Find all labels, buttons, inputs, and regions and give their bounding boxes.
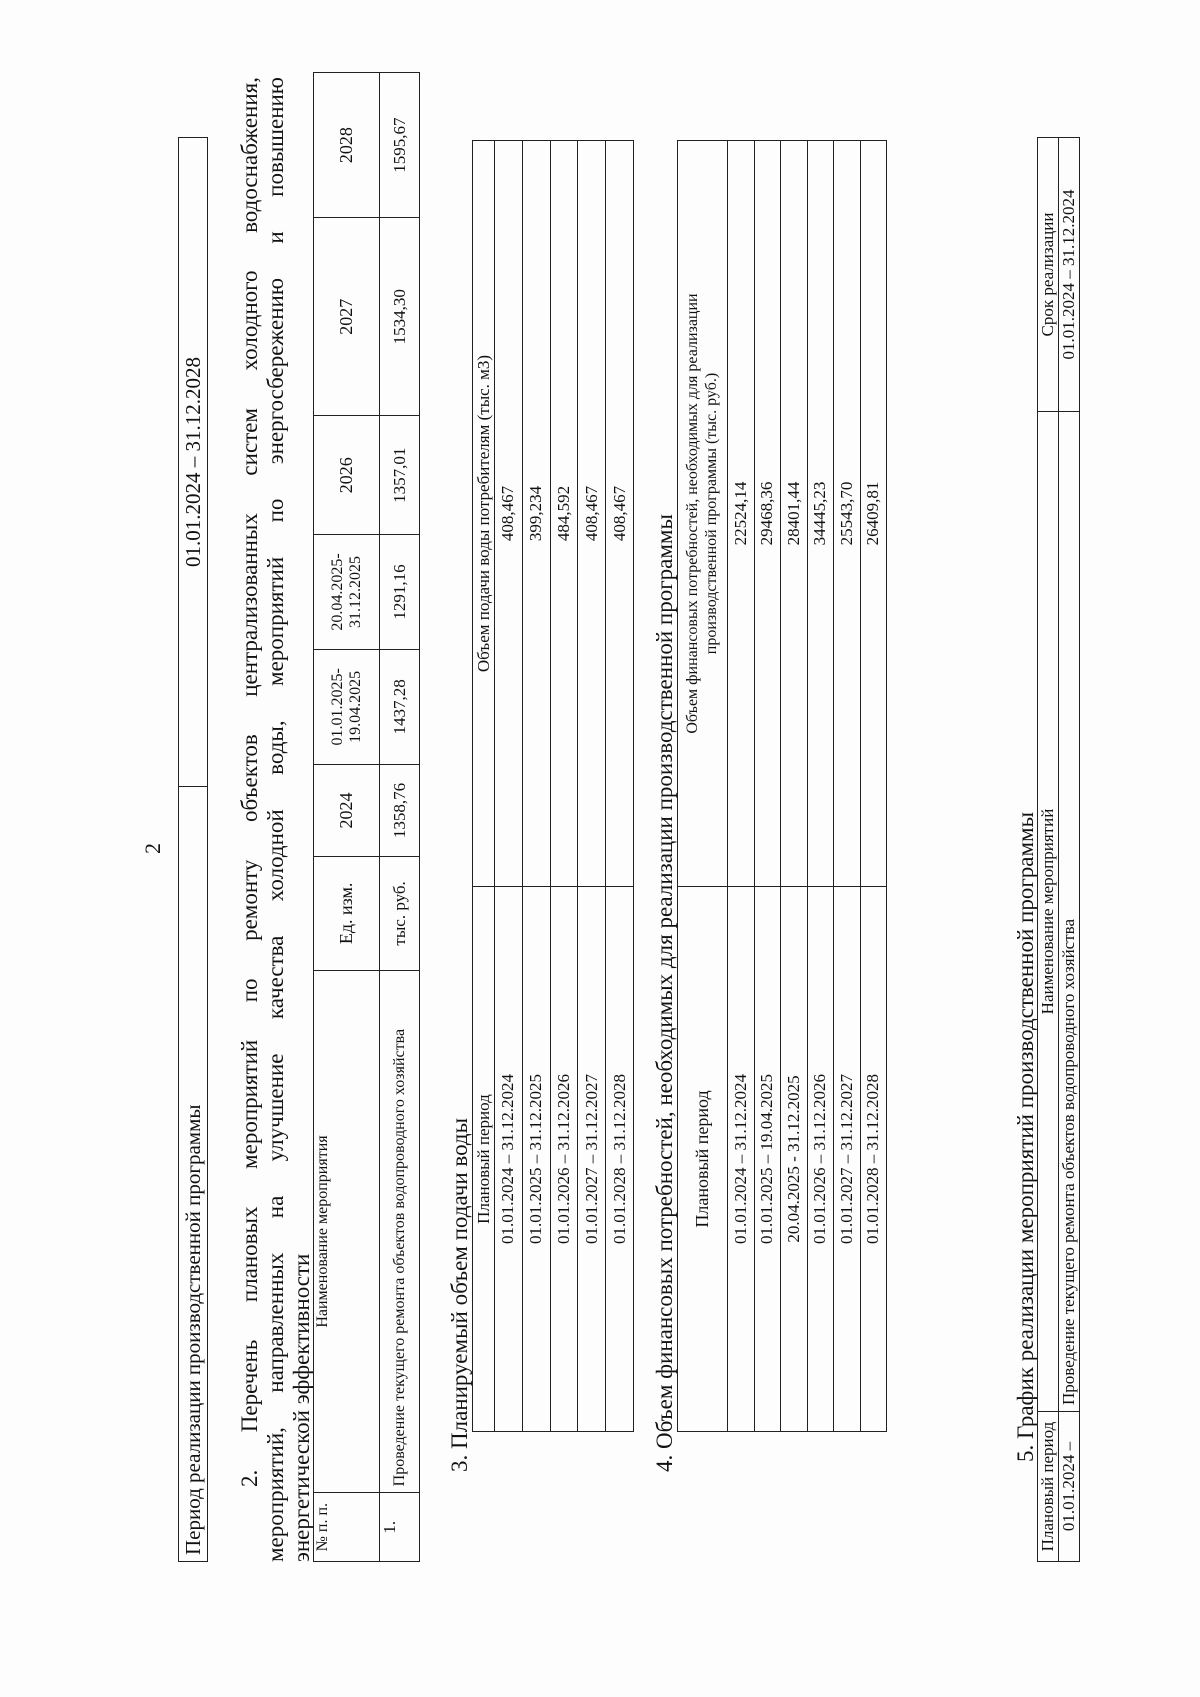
s4-header-volume-line2: производственной программы (тыс. руб.)	[702, 372, 720, 655]
s4-row-value: 26409,81	[860, 141, 887, 887]
s3-row-period: 01.01.2025 – 31.12.2025	[522, 887, 550, 1432]
s2-row-num: 1.	[380, 1493, 420, 1562]
section2-title-line1: 2. Перечень плановых мероприятий по ремонту объектов централизованных систем холодного водоснабжения,	[237, 77, 262, 1487]
s2-header-period-2025b: 20.04.2025-31.12.2025	[314, 535, 380, 650]
s2-header-period-2024: 2024	[314, 764, 380, 856]
section2-title-line2: мероприятий, направленных на улучшение качества холодной воды, мероприятий по энергосбережению и повышению	[263, 77, 288, 1562]
s4-row-value: 29468,36	[754, 141, 781, 887]
s2-row-value-2025a: 1437,28	[380, 649, 420, 764]
section4-title: 4. Объем финансовых потребностей, необходимых для реализации производственной программы	[652, 514, 677, 1472]
s4-header-volume	[678, 141, 728, 887]
s3-row-period: 01.01.2027 – 31.12.2027	[578, 887, 606, 1432]
section5-table	[1037, 137, 1080, 1562]
s5-header-term: Срок реализации	[1038, 138, 1059, 412]
s4-row-period: 01.01.2027 – 31.12.2027	[834, 887, 861, 1432]
s4-row-value: 22524,14	[728, 141, 755, 887]
s2-row-value-2024: 1358,76	[380, 764, 420, 856]
s3-header-period: Плановый период	[473, 887, 495, 1432]
section4-table	[677, 140, 887, 1432]
s2-row-value-2025b: 1291,16	[380, 535, 420, 650]
s4-row-period: 01.01.2026 – 31.12.2026	[807, 887, 834, 1432]
s4-row-period: 01.01.2024 – 31.12.2024	[728, 887, 755, 1432]
s4-row-period: 20.04.2025 - 31.12.2025	[781, 887, 808, 1432]
s5-header-name: Наименование мероприятий	[1038, 412, 1059, 1412]
s3-header-volume: Объем подачи воды потребителям (тыс. м3)	[473, 141, 495, 887]
s2-header-period-2028: 2028	[314, 73, 380, 218]
s2-row-name: Проведение текущего ремонта объектов водопроводного хозяйства	[380, 970, 420, 1493]
s2-row-value-2028: 1595,67	[380, 73, 420, 218]
s4-row-value: 25543,70	[834, 141, 861, 887]
s4-row-period: 01.01.2028 – 31.12.2028	[860, 887, 887, 1432]
s3-row-period: 01.01.2028 – 31.12.2028	[606, 887, 634, 1432]
s2-header-num: № п. п.	[314, 1493, 380, 1562]
s4-row-value: 34445,23	[807, 141, 834, 887]
s3-row-value: 408,467	[606, 141, 634, 887]
s5-row-term: 01.01.2024 – 31.12.2024	[1059, 138, 1080, 412]
s5-row-name: Проведение текущего ремонта объектов водопроводного хозяйства	[1059, 412, 1080, 1412]
s2-header-unit: Ед. изм.	[314, 857, 380, 971]
section3-title: 3. Планируемый объем подачи воды	[447, 1117, 472, 1472]
s4-header-volume-line1: Объем финансовых потребностей, необходимых для реализации	[684, 293, 702, 734]
s4-header-period: Плановый период	[678, 887, 728, 1432]
s2-header-period-2027: 2027	[314, 218, 380, 416]
s2-header-name: Наименование мероприятия	[314, 970, 380, 1493]
period-label: Период реализации производственной программы	[179, 787, 208, 1562]
s4-row-period: 01.01.2025 – 19.04.2025	[754, 887, 781, 1432]
s2-row-value-2026: 1357,01	[380, 416, 420, 535]
s2-row-unit: тыс. руб.	[380, 857, 420, 971]
s2-row-value-2027: 1534,30	[380, 218, 420, 416]
s5-row-period: 01.01.2024 –	[1059, 1412, 1080, 1562]
section2-table	[313, 72, 420, 1562]
s5-header-period: Плановый период	[1038, 1412, 1059, 1562]
period-table	[178, 137, 208, 1562]
s3-row-value: 408,467	[578, 141, 606, 887]
section2-title-line3: энергетической эффективности	[289, 1253, 314, 1562]
period-value: 01.01.2024 – 31.12.2028	[179, 138, 208, 787]
s3-row-value: 484,592	[550, 141, 578, 887]
s3-row-value: 408,467	[495, 141, 523, 887]
s3-row-period: 01.01.2026 – 31.12.2026	[550, 887, 578, 1432]
section3-table	[472, 140, 634, 1432]
s4-row-value: 28401,44	[781, 141, 808, 887]
s2-header-period-2025a: 01.01.2025-19.04.2025	[314, 649, 380, 764]
s3-row-value: 399,234	[522, 141, 550, 887]
s2-header-period-2026: 2026	[314, 416, 380, 535]
section5-title: 5. График реализации мероприятий производственной программы	[1013, 811, 1038, 1462]
s3-row-period: 01.01.2024 – 31.12.2024	[495, 887, 523, 1432]
page-number: 2	[140, 843, 165, 854]
